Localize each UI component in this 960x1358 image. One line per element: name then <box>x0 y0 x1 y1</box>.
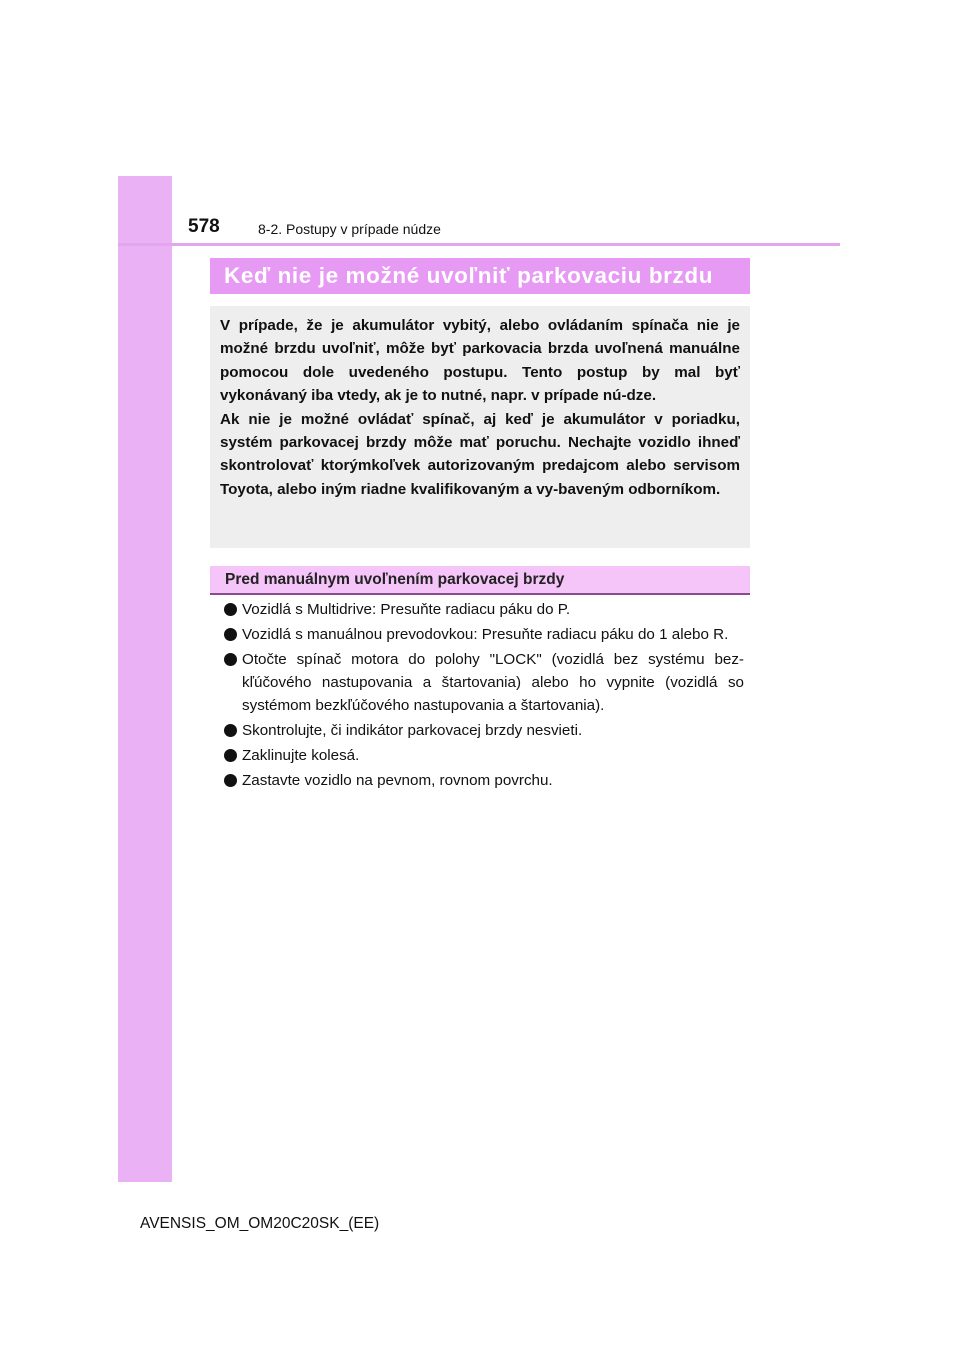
list-item-text: Zastavte vozidlo na pevnom, rovnom povrchu. <box>242 772 553 789</box>
list-item-text: Vozidlá s Multidrive: Presuňte radiacu páku do P. <box>242 601 571 618</box>
header-divider <box>118 243 840 246</box>
info-box <box>210 306 750 548</box>
bullet-dot-icon <box>224 724 237 737</box>
bullet-dot-icon <box>224 628 237 641</box>
section-label: 8-2. Postupy v prípade núdze <box>258 221 441 237</box>
subheading-bar <box>210 566 750 595</box>
subheading: Pred manuálnym uvoľnením parkovacej brzdy <box>225 570 565 588</box>
section-title: Keď nie je možné uvoľniť parkovaciu brzdu <box>224 263 714 288</box>
list-item <box>210 719 744 742</box>
list-item <box>210 598 744 621</box>
document-code: AVENSIS_OM_OM20C20SK_(EE) <box>140 1215 380 1232</box>
list-item <box>210 744 744 767</box>
section-title-bar <box>210 258 750 294</box>
side-tab-strip <box>118 176 172 1182</box>
list-item-text: Otočte spínač motora do polohy "LOCK" (vozidlá bez systému bez-kľúčového nastupovania a štartovania) alebo ho vypnite (vozidlá so systémom bezkľúčového nastupovania a štartovania). <box>242 651 744 714</box>
list-item <box>210 769 744 792</box>
bullet-dot-icon <box>224 603 237 616</box>
info-paragraph-2: Ak nie je možné ovládať spínač, aj keď je akumulátor v poriadku, systém parkovacej brzdy môže mať poruchu. Nechajte vozidlo ihneď skontrolovať ktorýmkoľvek autorizovaným predajcom alebo servisom Toyota, alebo iným riadne kvalifikovaným a vy-baveným odborníkom. <box>220 410 740 498</box>
list-item <box>210 648 744 717</box>
bullet-dot-icon <box>224 749 237 762</box>
bullet-dot-icon <box>224 653 237 666</box>
page-number: 578 <box>188 216 220 237</box>
list-item-text: Vozidlá s manuálnou prevodovkou: Presuňte radiacu páku do 1 alebo R. <box>242 626 729 643</box>
list-item <box>210 623 744 646</box>
list-item-text: Skontrolujte, či indikátor parkovacej brzdy nesvieti. <box>242 722 583 739</box>
list-item-text: Zaklinujte kolesá. <box>242 747 360 764</box>
bullet-dot-icon <box>224 774 237 787</box>
procedure-list <box>210 598 744 794</box>
info-paragraph-1: V prípade, že je akumulátor vybitý, alebo ovládaním spínača nie je možné brzdu uvoľniť, môže byť parkovacia brzda uvoľnená manuálne pomocou dole uvedeného postupu. Tento postup by mal byť vykonávaný iba vtedy, ak je to nutné, napr. v prípade nú-dze. <box>220 317 740 405</box>
